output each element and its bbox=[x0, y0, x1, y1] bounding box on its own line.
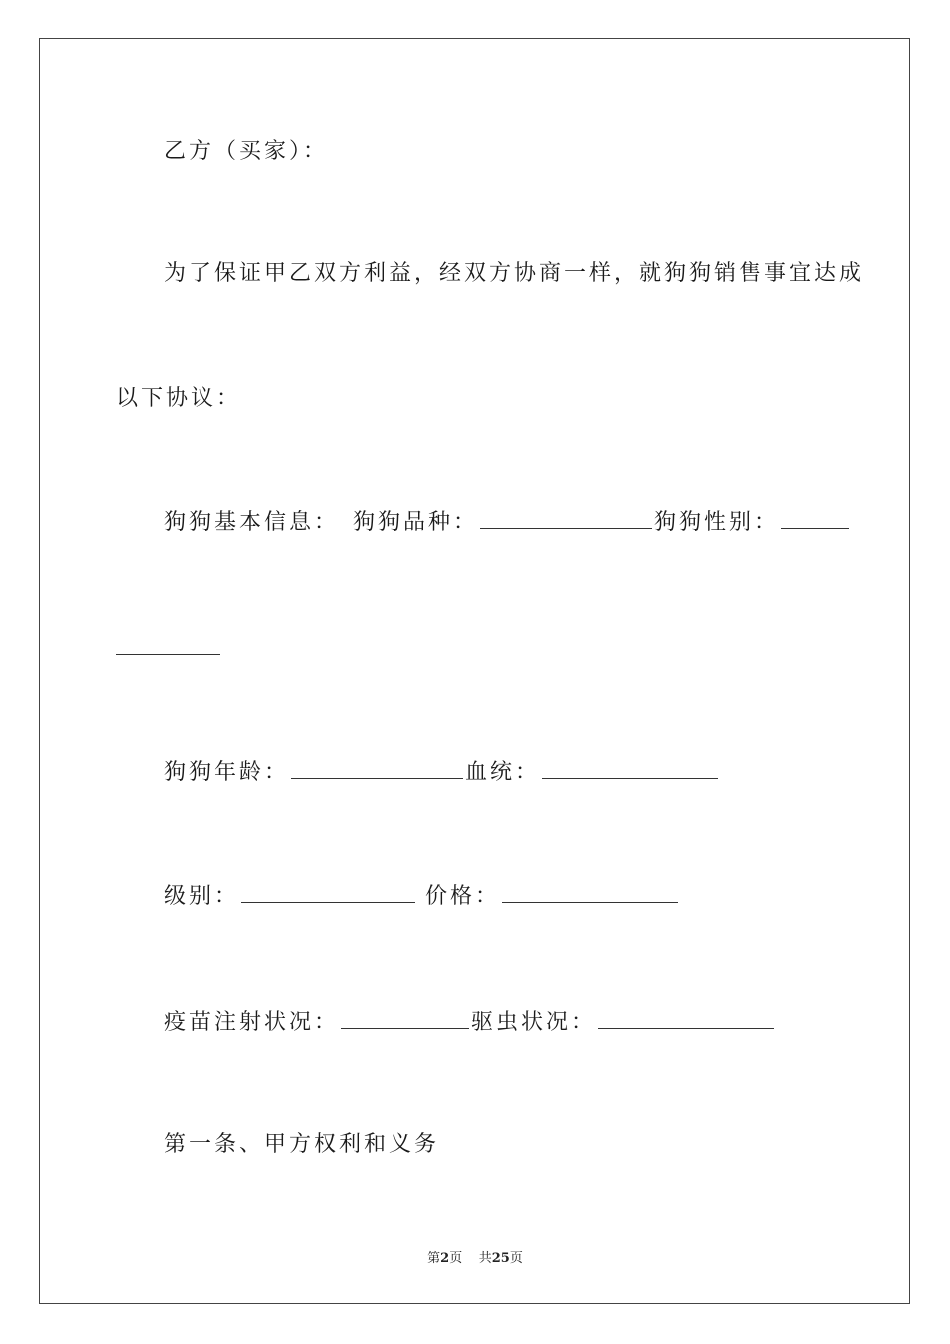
gender-blank-end bbox=[116, 636, 220, 655]
dog-info-label: 狗狗基本信息： bbox=[164, 510, 340, 535]
intro-text-1: 为了保证甲乙双方利益，经双方协商一样，就狗狗销售事宜达成 bbox=[164, 261, 865, 286]
page-total: 25 bbox=[491, 1251, 510, 1266]
total-suffix: 页 bbox=[509, 1251, 523, 1266]
page-border bbox=[39, 38, 910, 1304]
breed-label: 狗狗品种： bbox=[353, 510, 479, 535]
page-current: 2 bbox=[440, 1251, 450, 1266]
price-blank bbox=[502, 884, 678, 903]
dog-info-line bbox=[164, 508, 851, 538]
level-line bbox=[164, 882, 680, 912]
breed-blank bbox=[480, 510, 652, 529]
article-1-heading: 第一条、甲方权利和义务 bbox=[164, 1132, 440, 1157]
total-prefix: 共 bbox=[478, 1251, 492, 1266]
age-label: 狗狗年龄： bbox=[164, 760, 290, 785]
level-label: 级别： bbox=[164, 884, 240, 909]
deworm-blank bbox=[598, 1010, 774, 1029]
party-b-text: 乙方（买家）： bbox=[164, 139, 329, 164]
page-suffix: 页 bbox=[449, 1251, 463, 1266]
page-prefix: 第 bbox=[427, 1251, 441, 1266]
age-line bbox=[164, 758, 720, 788]
gender-label: 狗狗性别： bbox=[654, 510, 780, 535]
intro-line-1 bbox=[164, 259, 864, 289]
deworm-label: 驱虫状况： bbox=[471, 1010, 597, 1035]
intro-text-2: 以下协议： bbox=[116, 386, 242, 411]
party-b-line bbox=[164, 137, 328, 167]
price-label: 价格： bbox=[425, 884, 501, 909]
gender-blank-start bbox=[781, 510, 849, 529]
vaccine-blank bbox=[341, 1010, 469, 1029]
vaccine-line bbox=[164, 1008, 776, 1038]
level-blank bbox=[241, 884, 415, 903]
intro-line-2 bbox=[116, 384, 241, 414]
article-1-line bbox=[164, 1130, 439, 1160]
gender-continuation-line bbox=[116, 634, 222, 664]
pedigree-blank bbox=[542, 760, 718, 779]
vaccine-label: 疫苗注射状况： bbox=[164, 1010, 340, 1035]
pedigree-label: 血统： bbox=[465, 760, 541, 785]
page-footer bbox=[0, 1247, 950, 1266]
age-blank bbox=[291, 760, 463, 779]
